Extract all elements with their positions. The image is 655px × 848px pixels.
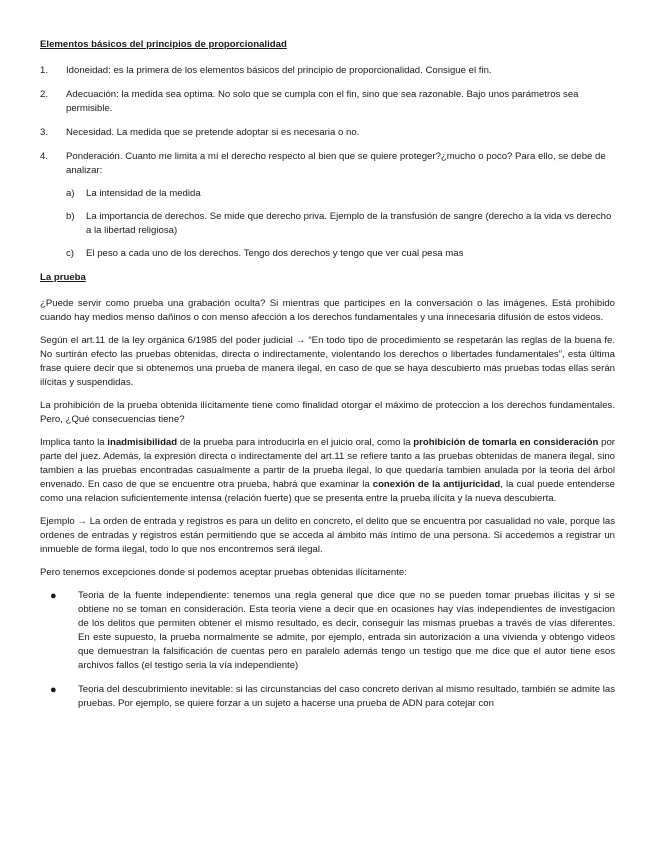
paragraph-art11: Según el art.11 de la ley orgánica 6/1985 del poder judicial → “En todo tipo de procedimiento se respetarán las reglas de la buena fe. No surtirán efecto las pruebas obtenidas, directa o indirectamente, violentando los derechos o libertades fundamentales”, esta última frase quiere decir que si obtenemos una prueba de manera ilegal, en caso de que se haya descubierto más pruebas todas ellas serán ilícitas y suspendidas. — [40, 335, 615, 388]
bold-term: conexión de la antijuricidad — [372, 479, 501, 490]
sub-item — [66, 187, 615, 201]
list-marker: 3. — [40, 127, 49, 138]
principle-item — [40, 150, 615, 261]
paragraph-consecuencias — [40, 436, 615, 506]
sub-marker: b) — [66, 211, 75, 222]
exceptions-list — [40, 589, 615, 711]
section-title: La prueba — [40, 272, 86, 283]
text-run: , la cual puede entenderse como una relacion suficientemente intensa (relación fuerte) que se presenta entre la prueba ilícita y la nueva descubierta. — [40, 479, 615, 504]
ponderacion-sublist — [66, 187, 615, 261]
list-marker: 1. — [40, 65, 49, 76]
sub-item-text: La intensidad de la medida — [86, 188, 201, 199]
principle-text: Necesidad. La medida que se pretende adoptar si es necesaria o no. — [66, 127, 360, 138]
list-marker: 2. — [40, 89, 49, 100]
exception-text: Teoria del descubrimiento inevitable: si las circunstancias del caso concreto derivan al mismo resultado, también se admite las pruebas. Por ejemplo, se quiere forzar a un sujeto a hacerse una prueba de ADN para cotejar con — [78, 684, 615, 709]
principle-text: Ponderación. Cuanto me limita a mí el derecho respecto al bien que se quiere proteger?¿mucho o poco? Para ello, se debe de analizar: — [66, 151, 606, 176]
paragraph-ejemplo: Ejemplo → La orden de entrada y registros es para un delito en concreto, el delito que se encuentra por casualidad no vale, porque las ordenes de entradas y registros están permitiendo que se acceda al ámbito más íntimo de una persona. Si accedemos a registrar un inmueble de forma ilegal, todo lo que nos encontremos será ilegal. — [40, 516, 615, 555]
sub-marker: c) — [66, 248, 74, 259]
principle-text: Idoneidad: es la primera de los elementos básicos del principio de proporcionalidad. Consigue el fin. — [66, 65, 492, 76]
bullet-icon: ● — [50, 590, 57, 602]
sub-item — [66, 210, 615, 238]
text-run: por parte del juez. Además, la expresión directa o indirectamente del art.11 se refiere tanto a las pruebas obtenidas de manera ilegal, sino tambien a las pruebas encontradas casualmente a partir de la prueba ilegal, lo que quedaría tambien anulada por la teoria del árbol envenado. En caso de que se encuentre otra prueba, habrá que examinar la — [40, 437, 615, 490]
paragraph-prohibicion: La prohibición de la prueba obtenida ilícitamente tiene como finalidad otorgar el máximo de proteccion a los derechos fundamentales. Pero, ¿Qué consecuencias tiene? — [40, 400, 615, 425]
exception-text: Teoria de la fuente independiente: tenemos una regla general que dice que no se pueden tomar pruebas ilícitas y si se obtiene no se toman en consideración. Esta teoria viene a decir que en ocasiones hay vías independientes de investigacion de los delitos que permiten obtener el mismo resultado, es decir, conseguir las mismas pruebas a través de vías diferentes. En este supuesto, la prueba normalmente se admite, por ejemplo, entrada sin autorización a una vivienda y obtengo videos que demuestran la falsificación de cuentas pero en paralelo además tengo un testigo que me dice que el autor tiene esos archivos fallos (el testigo seria la vía independiente) — [78, 590, 615, 671]
principles-list — [40, 64, 615, 261]
principle-text: Adecuación: la medida sea optima. No solo que se cumpla con el fin, sino que sea razonable. Bajo unos parámetros sea permisible. — [66, 89, 579, 114]
principle-item — [40, 126, 615, 140]
paragraph-grabacion: ¿Puede servir como prueba una grabación oculta? Si mientras que participes en la conversación o las imágenes. Está prohibido cuando hay medios menso dañinos o con menso afección a los derechos fundamentales y una innecesaria difusión de estos videos. — [40, 298, 615, 323]
document-title: Elementos básicos del principios de proporcionalidad — [40, 39, 287, 50]
paragraph-excepciones-intro: Pero tenemos excepciones donde si podemos aceptar pruebas obtenidas ilícitamente: — [40, 567, 407, 578]
sub-marker: a) — [66, 188, 75, 199]
sub-item — [66, 247, 615, 261]
exception-item — [40, 683, 615, 711]
bold-term: inadmisibilidad — [107, 437, 178, 448]
sub-item-text: La importancia de derechos. Se mide que derecho priva. Ejemplo de la transfusión de sangre (derecho a la vida vs derecho a la libertad religiosa) — [86, 211, 612, 236]
bullet-icon: ● — [50, 684, 57, 696]
text-run: Implica tanto la — [40, 437, 108, 448]
principle-item — [40, 88, 615, 116]
bold-term: prohibición de tomarla en consideración — [413, 437, 599, 448]
text-run: de la prueba para introducirla en el juicio oral, como la — [177, 437, 414, 448]
list-marker: 4. — [40, 151, 49, 162]
principle-item — [40, 64, 615, 78]
sub-item-text: El peso a cada uno de los derechos. Tengo dos derechos y tengo que ver cual pesa mas — [86, 248, 464, 259]
exception-item — [40, 589, 615, 673]
